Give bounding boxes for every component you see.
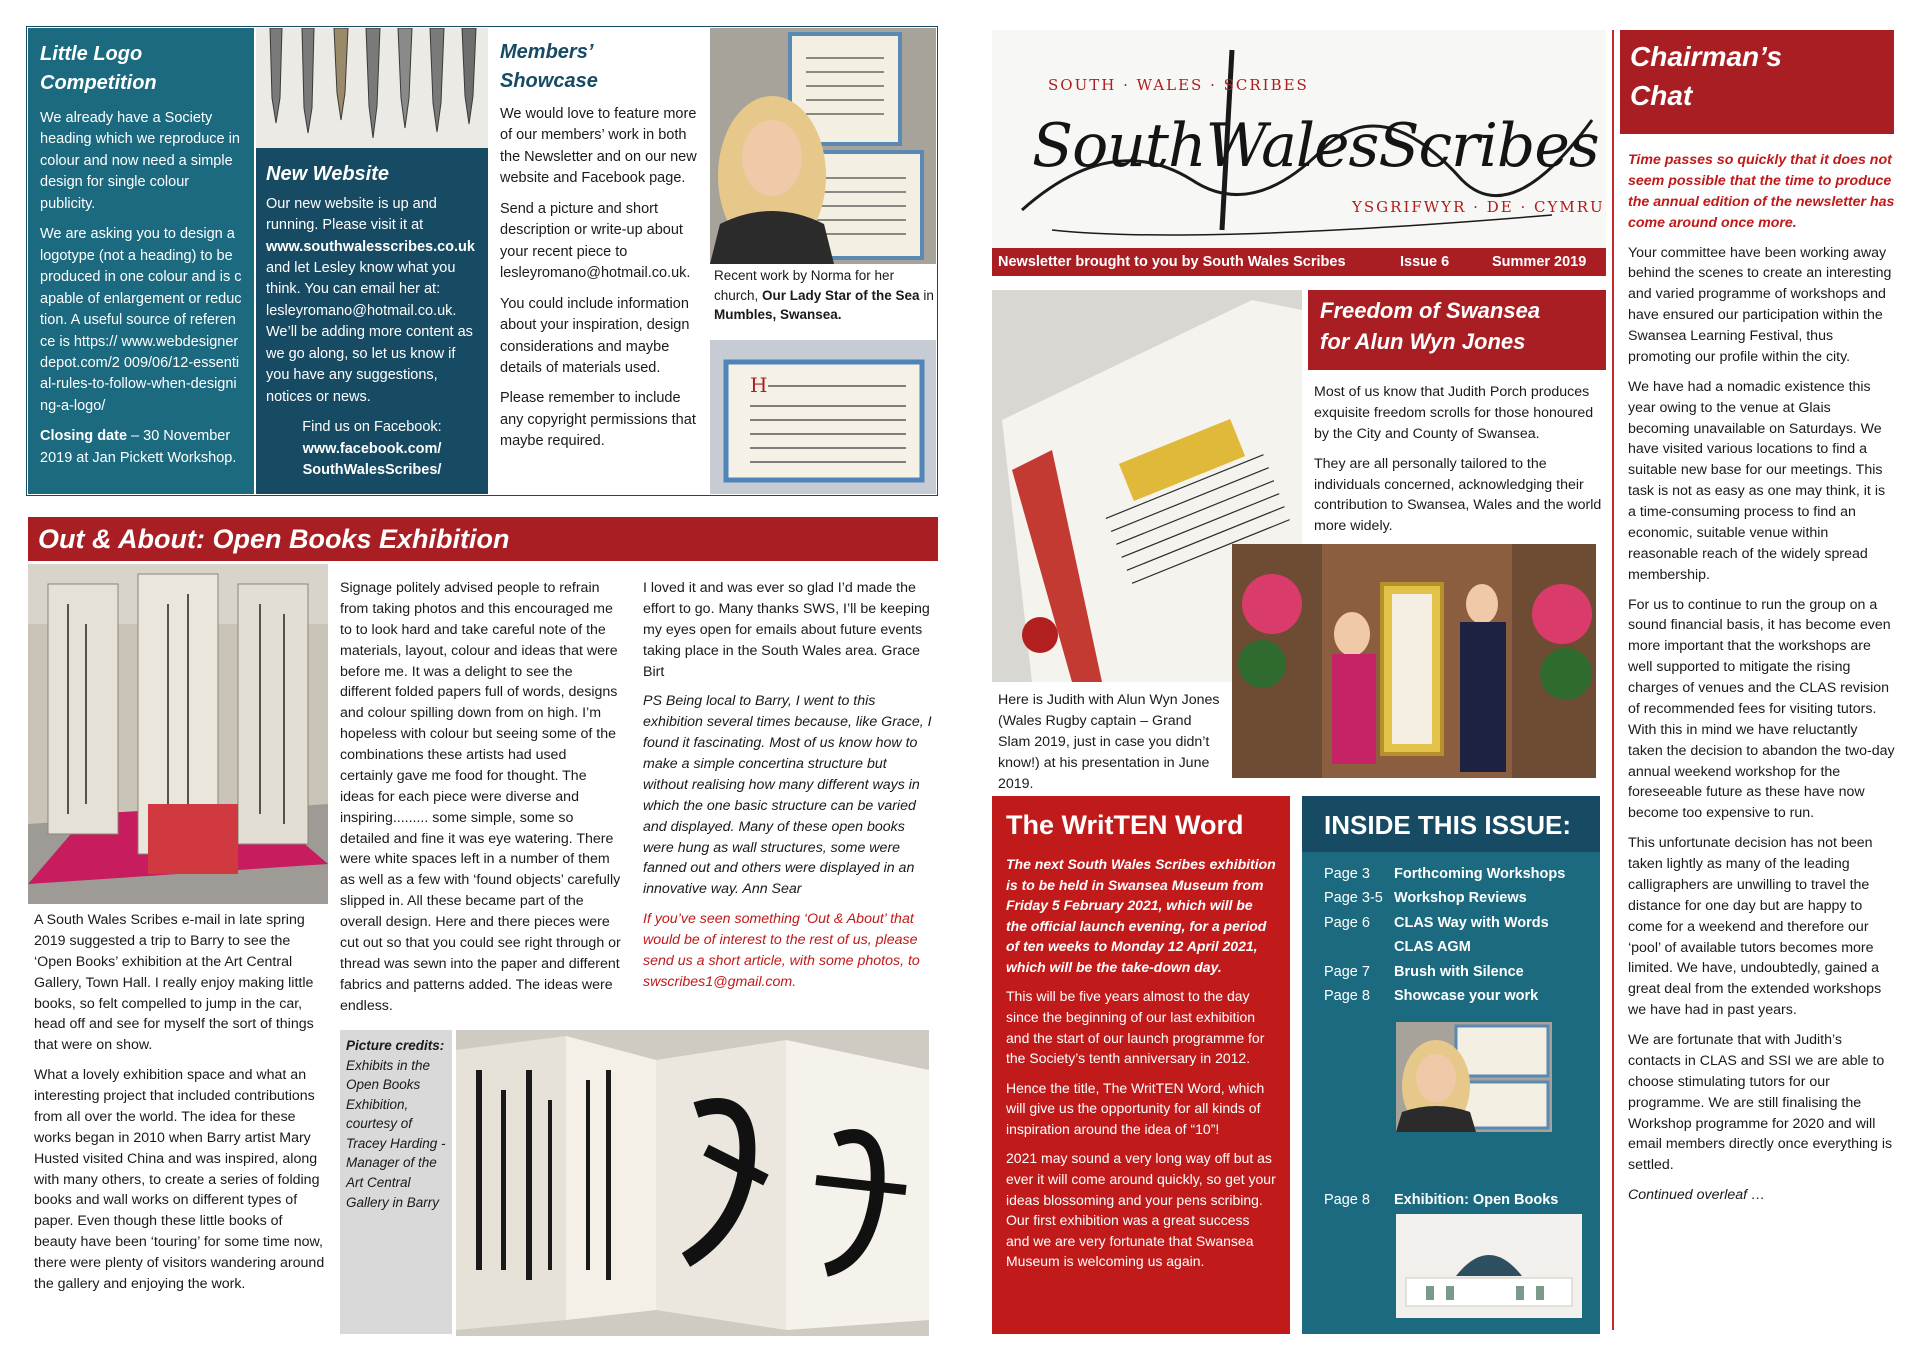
masthead-script: SouthWalesScribes xyxy=(1032,111,1599,181)
issue-number: Issue 6 xyxy=(1400,254,1450,270)
chairman-p5: We are fortunate that with Judith’s contacts in CLAS and SSI we are able to choose stimulating tutors for our programme. We are still finalising the Workshop programme for 2020 and will email members directly once everything is settled. xyxy=(1628,1032,1893,1174)
col3-p3: If you’ve seen something ‘Out & About’ that would be of interest to the rest of us, please send us a short article, with some photos, to swscribes1@gmail.com. xyxy=(643,911,920,990)
credits-text: Exhibits in the Open Books Exhibition, courtesy of Tracey Harding - Manager of the Art Central Gallery in Barry xyxy=(346,1057,446,1210)
showcase-p4: Please remember to include any copyright permissions that maybe required. xyxy=(500,390,696,450)
website-title: New Website xyxy=(266,163,389,185)
logo-competition-box xyxy=(28,28,254,494)
toc-title: CLAS Way with Words xyxy=(1394,914,1549,931)
website-p1-a: Our new website is up and running. Please visit it at xyxy=(266,195,437,234)
credits-label: Picture credits: xyxy=(346,1038,445,1053)
calligraphy-work-photo xyxy=(710,340,936,494)
presentation-photo xyxy=(1232,544,1596,778)
written-word-box xyxy=(992,796,1290,1334)
website-p1-b: and let Lesley know what you think. You can email her at: lesleyromano@hotmail.co.uk. We’ll be adding more content as we go along, so let us know if you have any suggestions, notices or news. xyxy=(266,259,473,405)
members-showcase-box xyxy=(490,28,708,494)
toc-row[interactable] xyxy=(1324,937,1578,958)
toc-page: Page 8 xyxy=(1324,988,1370,1005)
caption-c: in xyxy=(919,287,934,303)
toc-title: Showcase your work xyxy=(1394,988,1539,1005)
svg-text:H: H xyxy=(750,373,768,397)
folding-book-photo xyxy=(456,1030,929,1336)
presentation-illustration xyxy=(1232,544,1596,778)
freedom-title-1: Freedom of Swansea xyxy=(1320,298,1541,323)
logo-comp-title-1: Little Logo xyxy=(40,43,143,65)
chairman-title-2: Chat xyxy=(1630,79,1693,111)
freedom-title-2: for Alun Wyn Jones xyxy=(1320,328,1526,354)
freedom-p2: They are all personally tailored to the individuals concerned, acknowledging their contribution to Swansea, Wales and the world more widely. xyxy=(1314,455,1602,535)
caption-a: Recent work by Norma for her church, xyxy=(714,268,895,303)
out-about-title: Out & About: Open Books Exhibition xyxy=(38,524,510,554)
logo-comp-p2: We are asking you to design a logotype (not a heading) to be produced in one colour and is capable of enlargement or reduction. A useful source of reference is https:// www.webdesignerdepot.com/2 009/06/12-essential-rules-to-follow-when-designing-a-logo/ xyxy=(40,226,242,414)
toc-row[interactable] xyxy=(1324,913,1578,934)
toc-page: Page 3 xyxy=(1324,866,1370,882)
chairman-continued[interactable]: Continued overleaf … xyxy=(1628,1187,1766,1204)
out-about-col1 xyxy=(34,910,326,1304)
exhibition-photo xyxy=(28,564,328,904)
toc-last-page: Page 8 xyxy=(1324,1192,1370,1208)
toc-row[interactable] xyxy=(1324,864,1578,885)
chairman-divider xyxy=(1612,30,1614,1330)
chairman-text xyxy=(1628,150,1896,1215)
showcase-p2: Send a picture and short description or write-up about your recent piece to lesleyromano@hotmail.co.uk. xyxy=(500,200,691,282)
masthead-small-top: SOUTH · WALES · SCRIBES xyxy=(1048,76,1309,94)
toc-page: Page 7 xyxy=(1324,963,1370,980)
chairman-p4: This unfortunate decision has not been taken lightly as many of the leading calligraphers are unwilling to travel the distance for one day but are happy to come for a weekend and therefore our ‘pool’ of available tutors becomes more limited. We have, undoubtedly, gained a great deal from the extended workshops we have had in past years. xyxy=(1628,835,1882,1019)
written-intro: The next South Wales Scribes exhibition is to be held in Swansea Museum from Friday 5 February 2021, which will be the official launch evening, for a period of ten weeks to Monday 12 April 2021, which will be the take-down day. xyxy=(1006,855,1276,975)
toc-last-title: Exhibition: Open Books xyxy=(1394,1192,1559,1208)
col2-p1: Signage politely advised people to refrain from taking photos and this encouraged me to to look hard and take careful note of the materials, layout, colour and ideas that were before me. It was a delight to see the different folded papers full of words, designs and colour spilling down from on high. I’m hopeless with colour but seeing some of the combinations these artists had used certainly gave me food for thought. The ideas for each piece were diverse and inspiring......... some simple, some so detailed and fine it was eye watering. There were white spaces left in a number of them as well as a few with ‘found objects’ carefully slipped in. All these became part of the overall design. Here and there pieces were cut out so that you could see right through or thread was sewn into the paper and different fabrics and patterns added. The ideas were endless. xyxy=(340,580,621,1014)
norma-illustration xyxy=(710,28,936,264)
out-about-col3 xyxy=(643,578,933,1002)
showcase-p1: We would love to feature more of our members’ work in both the Newsletter and on our new website and Facebook page. xyxy=(500,106,697,187)
closing-text: – 30 November 2019 at Jan Pickett Workshop. xyxy=(40,428,237,466)
showcase-title-1: Members’ xyxy=(500,41,594,63)
caption-b: Our Lady Star of the Sea xyxy=(762,287,920,303)
closing-label: Closing date xyxy=(40,428,128,445)
written-p2: Hence the title, The WritTEN Word, which will give us the opportunity for all kinds of inspiration around the idea of “10”! xyxy=(1006,1079,1265,1137)
facebook-label: Find us on Facebook: xyxy=(302,419,442,436)
toc-page: Page 3-5 xyxy=(1324,890,1383,907)
toc-list xyxy=(1302,852,1600,1008)
toc-row[interactable] xyxy=(1324,986,1578,1007)
open-books-thumbnail xyxy=(1396,1214,1582,1318)
written-word-title: The WritTEN Word xyxy=(1006,810,1244,840)
new-website-box xyxy=(256,148,488,494)
bar-left-text: Newsletter brought to you by South Wales Scribes xyxy=(998,254,1346,270)
toc-row[interactable] xyxy=(1324,888,1578,909)
chairman-intro: Time passes so quickly that it does not seem possible that the time to produce the annual edition of the newsletter has come around once more. xyxy=(1628,152,1895,231)
toc-title: Forthcoming Workshops xyxy=(1394,866,1566,882)
logo-comp-p1: We already have a Society heading which we reproduce in colour and now need a simple design for single colour publicity. xyxy=(40,110,240,212)
toc-row[interactable] xyxy=(1324,962,1578,983)
masthead-bar xyxy=(992,248,1606,276)
presentation-caption xyxy=(998,690,1226,794)
issue-season: Summer 2019 xyxy=(1492,254,1587,270)
freedom-banner xyxy=(1308,290,1606,370)
out-about-col2 xyxy=(340,578,622,1025)
col1-p2: What a lovely exhibition space and what an interesting project that included contributions from all over the world. The idea for these works began in 2010 when Barry artist Mary Husted visited China and was inspired, along with many others, to create a series of folding books and wall works on different types of paper. Even though these little books of beauty have been ‘touring’ for some time now, there were plenty of visitors wandering around the gallery and enjoying the work. xyxy=(34,1067,325,1292)
freedom-caption: Here is Judith with Alun Wyn Jones (Wales Rugby captain – Grand Slam 2019, just in case you didn’t know!) at his presentation in June 2019. xyxy=(998,692,1220,792)
caption-d: Mumbles, Swansea. xyxy=(714,307,842,323)
out-about-banner xyxy=(28,517,938,561)
chairman-p2: We have had a nomadic existence this year owing to the venue at Glais becoming unavailable on Saturdays. We have visited various locations to find a suitable new base for our meetings. This task is not as easy as one may think, it is a time-consuming process to find an economic, suitable venue within reasonable reach of the widely spread membership. xyxy=(1628,378,1886,583)
toc-page: Page 6 xyxy=(1324,914,1370,931)
chairman-p1: Your committee have been working away behind the scenes to create an interesting and varied programme of workshops and have ensured our participation within the Swansea Learning Festival, thus promoting our profile within the city. xyxy=(1628,244,1892,365)
masthead-small-bottom: YSGRIFWYR · DE · CYMRU xyxy=(1352,198,1605,216)
norma-caption xyxy=(714,266,934,325)
toc-page xyxy=(1324,937,1394,958)
chairman-p3: For us to continue to run the group on a sound financial basis, it has become even more important that the workshops are well supported to mitigate the rising charges of venues and the CLAS revision of recommended fees for visiting tutors. With this in mind we have reluctantly taken the decision to abandon the two-day annual weekend workshop for the foreseeable future as these have now become too expensive to run. xyxy=(1628,596,1895,822)
facebook-url-2[interactable]: SouthWalesScribes/ xyxy=(302,462,442,479)
toc-title: Workshop Reviews xyxy=(1394,890,1527,907)
toc-title: CLAS AGM xyxy=(1394,939,1471,956)
col3-p2: PS Being local to Barry, I went to this exhibition several times because, like Grace, I found it fascinating. Most of us know how to make a simple concertina structure but without realising how many different ways in which the one basic structure can be varied and displayed. Many of these open books were hung as wall structures, some were fanned out and others were displayed in an innovative way. Ann Sear xyxy=(643,693,932,898)
col3-p1: I loved it and was ever so glad I’d made the effort to go. Many thanks SWS, I’ll be keeping my eyes open for emails about future events taking place in the South Wales area. Grace Birt xyxy=(643,580,930,680)
facebook-url-1[interactable]: www.facebook.com/ xyxy=(302,440,442,457)
showcase-thumb-illustration xyxy=(1396,1022,1552,1132)
masthead xyxy=(992,30,1606,248)
inside-issue-box xyxy=(1302,796,1600,1334)
pen-nibs-illustration xyxy=(256,28,488,148)
toc-row-last[interactable] xyxy=(1324,1190,1558,1211)
folding-book-illustration xyxy=(456,1030,929,1336)
showcase-title-2: Showcase xyxy=(500,70,598,92)
chairman-banner xyxy=(1620,30,1894,134)
website-p1 xyxy=(266,194,478,409)
chairman-title-1: Chairman’s xyxy=(1630,41,1782,72)
freedom-p1: Most of us know that Judith Porch produces exquisite freedom scrolls for those honoured by the City and County of Swansea. xyxy=(1314,384,1594,442)
written-p1: This will be five years almost to the day since the beginning of our last exhibition and the start of our launch programme for the Society’s tenth anniversary in 2012. xyxy=(1006,988,1265,1067)
exhibition-illustration xyxy=(28,564,328,904)
pen-nibs-photo xyxy=(256,28,488,148)
logo-comp-closing xyxy=(40,426,242,469)
col1-p1: A South Wales Scribes e-mail in late spring 2019 suggested a trip to Barry to see the ‘Open Books’ exhibition at the Art Central Gallery, Town Hall. I really enjoy making little books, so felt compelled to jump in the car, head off and see for myself the sort of things that were on show. xyxy=(34,912,314,1054)
picture-credits-box xyxy=(340,1030,452,1334)
toc-title: Brush with Silence xyxy=(1394,963,1524,980)
freedom-text xyxy=(1314,382,1604,546)
calligraphy-work-illustration xyxy=(710,340,936,494)
norma-photo xyxy=(710,28,936,264)
written-p3: 2021 may sound a very long way off but as ever it will come around quickly, so get your ideas blossoming and your pens scribing. Our first exhibition was a great success and we are very fortunate that Swansea Museum is welcoming us again. xyxy=(1006,1150,1276,1270)
logo-comp-title-2: Competition xyxy=(40,72,157,94)
open-books-thumb-illustration xyxy=(1396,1214,1582,1318)
showcase-p3: You could include information about your inspiration, design considerations and maybe details of materials used. xyxy=(500,295,690,376)
website-url[interactable]: www.southwalesscribes.co.uk xyxy=(266,238,475,255)
inside-title: INSIDE THIS ISSUE: xyxy=(1302,796,1600,852)
showcase-thumbnail xyxy=(1396,1022,1552,1132)
